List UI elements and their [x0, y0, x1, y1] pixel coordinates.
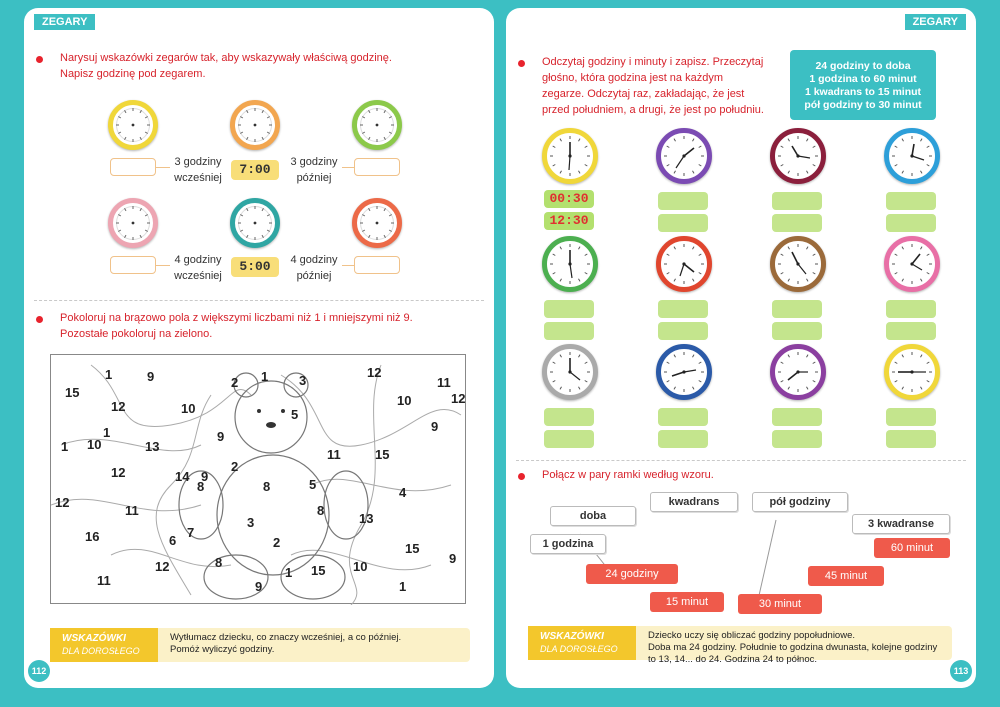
label-before: 4 godziny wcześniej: [174, 254, 222, 282]
puzzle-number: 10: [181, 401, 196, 416]
given-time: 7:00: [231, 160, 279, 180]
puzzle-number: 9: [449, 551, 457, 566]
puzzle-number: 8: [197, 479, 205, 494]
answer-box[interactable]: [772, 214, 822, 232]
puzzle-number: 7: [187, 525, 195, 540]
word-box-1-godzina[interactable]: 1 godzina: [530, 534, 606, 554]
analog-clock: [542, 128, 598, 184]
bullet: [518, 473, 525, 480]
puzzle-number: 1: [103, 425, 111, 440]
label-after: 3 godziny później: [290, 156, 338, 184]
puzzle-number: 12: [155, 559, 170, 574]
analog-clock: [656, 236, 712, 292]
red-box-45-minut[interactable]: 45 minut: [808, 566, 884, 586]
answer-box[interactable]: [886, 430, 936, 448]
puzzle-number: 12: [367, 365, 382, 380]
clock-face: [357, 105, 397, 145]
answer-box[interactable]: [772, 300, 822, 318]
puzzle-number: 1: [285, 565, 293, 580]
example-time: 12:30: [544, 212, 594, 230]
puzzle-number: 5: [291, 407, 299, 422]
puzzle-number: 12: [111, 399, 126, 414]
puzzle-number: 2: [273, 535, 281, 550]
analog-clock: [770, 236, 826, 292]
analog-clock: [542, 236, 598, 292]
puzzle-number: 9: [431, 419, 439, 434]
puzzle-number: 2: [231, 459, 239, 474]
puzzle-number: 3: [247, 515, 255, 530]
clock-face: [547, 349, 593, 395]
puzzle-number: 14: [175, 469, 190, 484]
tips-title: WSKAZÓWKI: [540, 631, 604, 642]
clock-face: [889, 241, 935, 287]
puzzle-number: 9: [217, 429, 225, 444]
word-box-doba[interactable]: doba: [550, 506, 636, 526]
puzzle-number: 13: [145, 439, 160, 454]
puzzle-number: 11: [125, 503, 139, 518]
clock-face: [775, 133, 821, 179]
clock-pink: [108, 198, 158, 248]
section-tag: ZEGARY: [34, 14, 95, 30]
answer-box[interactable]: [772, 322, 822, 340]
instruction-coloring: Pokoloruj na brązowo pola z większymi liczbami niż 1 i mniejszymi niż 9. Pozostałe pokoloruj na zielono.: [60, 312, 413, 340]
right-page: [506, 8, 976, 688]
left-page: [24, 8, 494, 688]
tips-text: Dziecko uczy się obliczać godziny popołudniowe. Doba ma 24 godziny. Południe to godzina dwunasta, kolejne godziny to 13, 14... do 24. Godzina 24 to północ.: [648, 630, 938, 665]
clock-face: [357, 203, 397, 243]
clock-face: [661, 241, 707, 287]
instruction-match: Połącz w pary ramki według wzoru.: [542, 469, 714, 481]
puzzle-number: 12: [111, 465, 126, 480]
page-number: 112: [28, 660, 50, 682]
analog-clock: [770, 128, 826, 184]
answer-box[interactable]: [772, 192, 822, 210]
clock-face: [661, 349, 707, 395]
analog-clock: [656, 344, 712, 400]
instruction-read-time: Odczytaj godziny i minuty i zapisz. Przeczytaj głośno, która godzina jest na każdym zegarze. Odczytaj raz, zakładając, że jest przed południem, a drugi, że jest po południu.: [542, 56, 764, 116]
given-time: 5:00: [231, 257, 279, 277]
clock-orange: [230, 100, 280, 150]
clock-face: [775, 349, 821, 395]
answer-box[interactable]: [658, 192, 708, 210]
answer-box[interactable]: [354, 256, 400, 274]
tips-label: [528, 626, 636, 660]
instruction-clocks: Narysuj wskazówki zegarów tak, aby wskazywały właściwą godzinę. Napisz godzinę pod zegarem.: [60, 52, 392, 80]
puzzle-number: 13: [359, 511, 374, 526]
page-number: 113: [950, 660, 972, 682]
puzzle-number: 9: [147, 369, 155, 384]
puzzle-number: 8: [263, 479, 271, 494]
word-box-kwadrans[interactable]: kwadrans: [650, 492, 738, 512]
answer-box[interactable]: [886, 192, 936, 210]
red-box-24-godziny[interactable]: 24 godziny: [586, 564, 678, 584]
clock-yellow: [108, 100, 158, 150]
red-box-15-minut[interactable]: 15 minut: [650, 592, 724, 612]
puzzle-number: 9: [201, 469, 209, 484]
answer-box[interactable]: [544, 322, 594, 340]
clock-face: [661, 133, 707, 179]
puzzle-number: 6: [169, 533, 177, 548]
info-box: 24 godziny to doba 1 godzina to 60 minut 1 kwadrans to 15 minut pół godziny to 30 minut: [790, 50, 936, 120]
puzzle-number: 11: [97, 573, 111, 588]
tips-box: [528, 626, 952, 665]
puzzle-number: 1: [261, 369, 269, 384]
answer-box[interactable]: [772, 408, 822, 426]
puzzle-number: 4: [399, 485, 407, 500]
answer-box[interactable]: [544, 300, 594, 318]
answer-box[interactable]: [544, 408, 594, 426]
coloring-puzzle[interactable]: [50, 354, 466, 604]
analog-clock: [884, 344, 940, 400]
clock-face: [547, 241, 593, 287]
clock-red: [352, 198, 402, 248]
answer-box[interactable]: [658, 322, 708, 340]
puzzle-number: 15: [311, 563, 326, 578]
example-time: 00:30: [544, 190, 594, 208]
red-box-60-minut[interactable]: 60 minut: [874, 538, 950, 558]
analog-clock: [884, 236, 940, 292]
tips-subtitle: DLA DOROSŁEGO: [540, 644, 618, 654]
analog-clock: [656, 128, 712, 184]
answer-box[interactable]: [354, 158, 400, 176]
tips-subtitle: DLA DOROSŁEGO: [62, 646, 140, 656]
puzzle-number: 15: [375, 447, 390, 462]
answer-box[interactable]: [110, 256, 156, 274]
puzzle-number: 9: [255, 579, 263, 594]
bullet: [36, 316, 43, 323]
answer-box[interactable]: [886, 408, 936, 426]
answer-box[interactable]: [886, 214, 936, 232]
analog-clock: [770, 344, 826, 400]
clock-face: [547, 133, 593, 179]
puzzle-number: 12: [451, 391, 466, 406]
puzzle-number: 5: [309, 477, 317, 492]
answer-box[interactable]: [658, 214, 708, 232]
puzzle-number: 10: [87, 437, 102, 452]
answer-box[interactable]: [658, 300, 708, 318]
tips-box: [50, 628, 470, 662]
answer-box[interactable]: [886, 300, 936, 318]
answer-box[interactable]: [886, 322, 936, 340]
tips-label: [50, 628, 158, 662]
bullet: [36, 56, 43, 63]
clock-face: [235, 105, 275, 145]
puzzle-number: 15: [65, 385, 80, 400]
analog-clock: [884, 128, 940, 184]
puzzle-number: 1: [399, 579, 407, 594]
clock-teal: [230, 198, 280, 248]
answer-box[interactable]: [772, 430, 822, 448]
puzzle-number: 11: [437, 375, 451, 390]
clock-green: [352, 100, 402, 150]
clock-face: [775, 241, 821, 287]
tips-title: WSKAZÓWKI: [62, 633, 126, 644]
bullet: [518, 60, 525, 67]
puzzle-number: 16: [85, 529, 100, 544]
clock-face: [113, 203, 153, 243]
puzzle-number: 15: [405, 541, 420, 556]
answer-box[interactable]: [658, 408, 708, 426]
answer-box[interactable]: [658, 430, 708, 448]
puzzle-number: 8: [215, 555, 223, 570]
puzzle-number: 10: [397, 393, 412, 408]
answer-box[interactable]: [544, 430, 594, 448]
clock-face: [235, 203, 275, 243]
puzzle-number: 12: [55, 495, 70, 510]
answer-box[interactable]: [110, 158, 156, 176]
puzzle-number: 8: [317, 503, 325, 518]
clock-face: [889, 349, 935, 395]
analog-clock: [542, 344, 598, 400]
puzzle-number: 10: [353, 559, 368, 574]
puzzle-number: 1: [105, 367, 113, 382]
label-before: 3 godziny wcześniej: [174, 156, 222, 184]
puzzle-number: 1: [61, 439, 69, 454]
clock-face: [889, 133, 935, 179]
label-after: 4 godziny później: [290, 254, 338, 282]
section-tag: ZEGARY: [905, 14, 966, 30]
puzzle-number: 11: [327, 447, 341, 462]
clock-face: [113, 105, 153, 145]
word-box-3-kwadranse[interactable]: 3 kwadranse: [852, 514, 950, 534]
tips-text: Wytłumacz dziecku, co znaczy wcześniej, a co później. Pomóż wyliczyć godziny.: [170, 632, 402, 655]
puzzle-number: 2: [231, 375, 239, 390]
red-box-30-minut[interactable]: 30 minut: [738, 594, 822, 614]
puzzle-number: 3: [299, 373, 307, 388]
word-box-pol-godziny[interactable]: pół godziny: [752, 492, 848, 512]
